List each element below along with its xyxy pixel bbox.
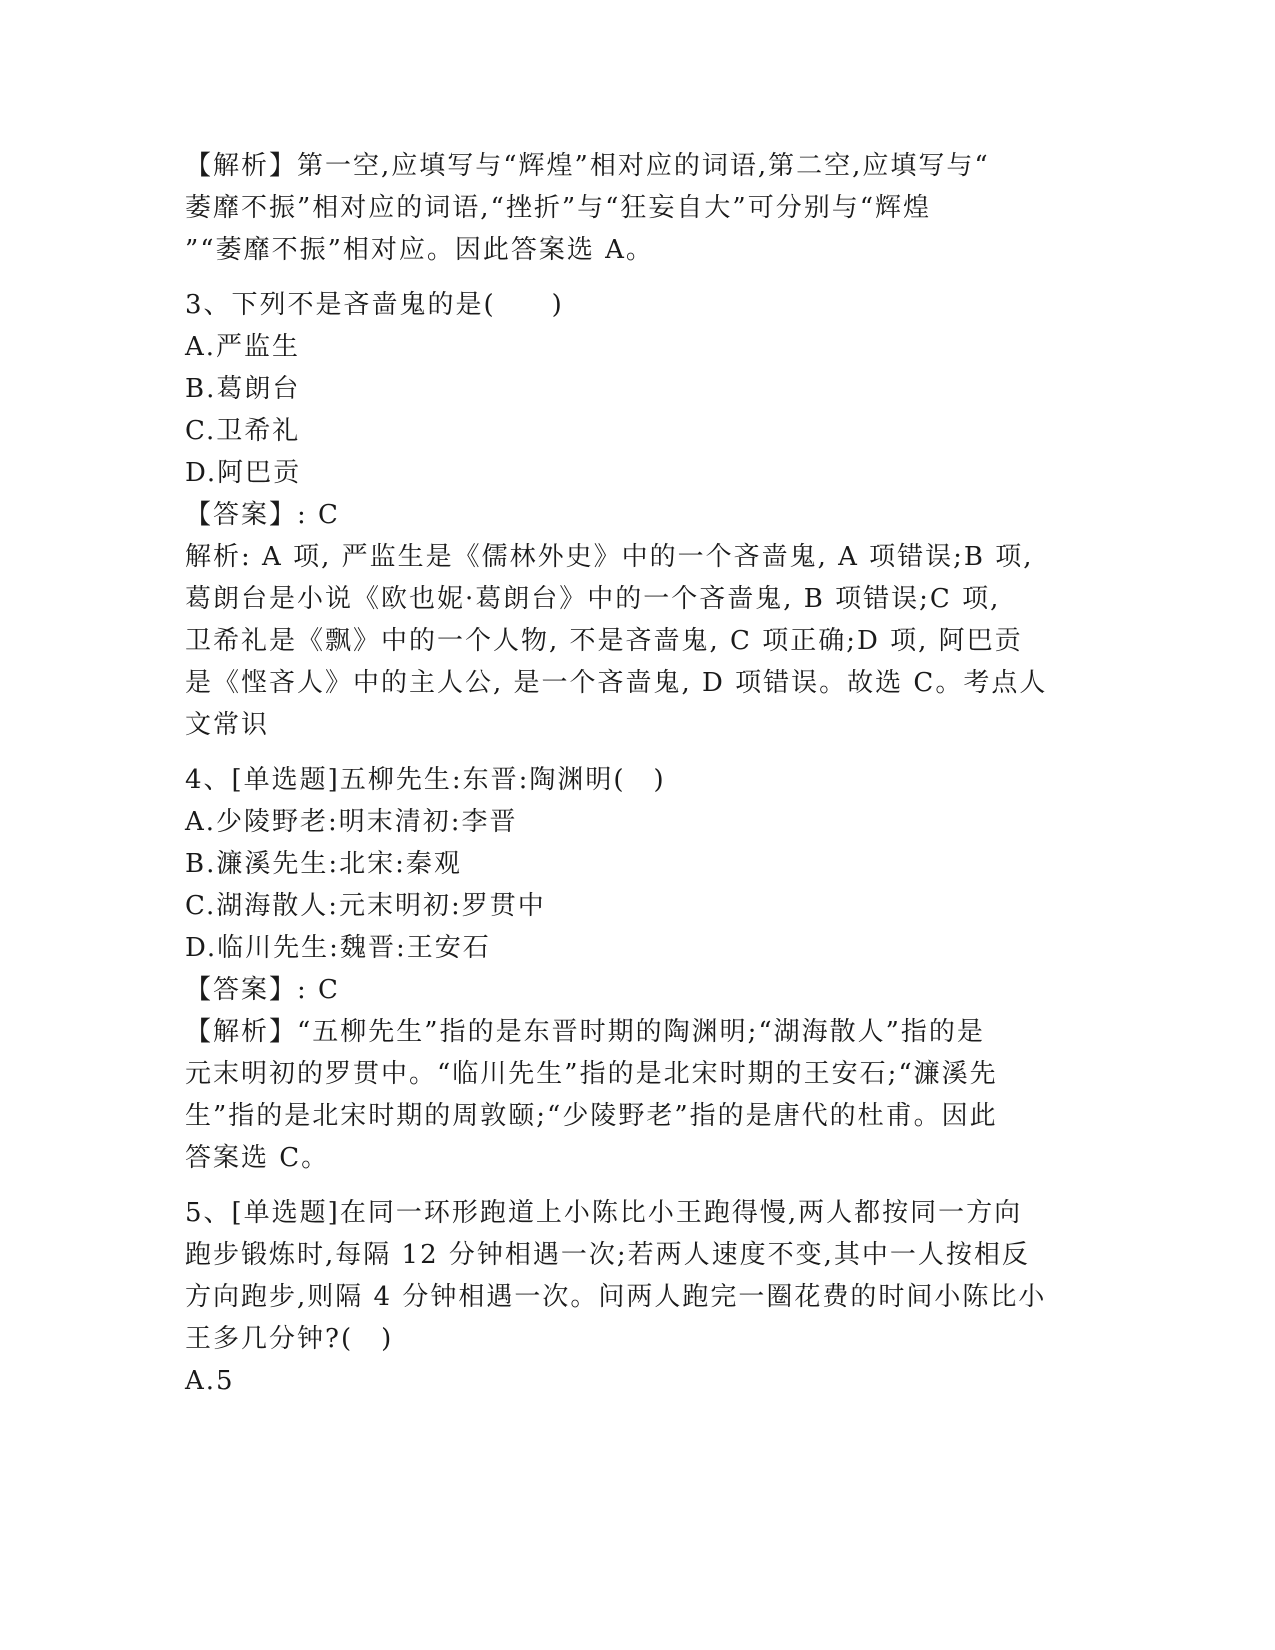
analysis-line: 【解析】“五柳先生”指的是东晋时期的陶渊明;“湖海散人”指的是 — [185, 1017, 985, 1047]
answer-line: 【答案】: C — [185, 500, 340, 530]
analysis-line: 葛朗台是小说《欧也妮·葛朗台》中的一个吝啬鬼, B 项错误;C 项, — [185, 584, 1001, 614]
question-3 — [185, 284, 1080, 746]
option-d: D.阿巴贡 — [185, 458, 302, 488]
question-stem: 5、[单选题]在同一环形跑道上小陈比小王跑得慢,两人都按同一方向 — [185, 1198, 1023, 1228]
analysis-line: 元末明初的罗贯中。“临川先生”指的是北宋时期的王安石;“濂溪先 — [185, 1059, 998, 1089]
option-c: C.卫希礼 — [185, 416, 301, 446]
option-a: A.严监生 — [185, 332, 301, 362]
question-stem: 方向跑步,则隔 4 分钟相遇一次。问两人跑完一圈花费的时间小陈比小 — [185, 1282, 1047, 1312]
question-5 — [185, 1192, 1080, 1402]
analysis-line: 卫希礼是《飘》中的一个人物, 不是吝啬鬼, C 项正确;D 项, 阿巴贡 — [185, 626, 1023, 656]
option-d: D.临川先生:魏晋:王安石 — [185, 933, 491, 963]
paragraph-gap — [185, 1179, 1080, 1192]
question-stem: 王多几分钟?( ) — [185, 1324, 394, 1354]
question-4 — [185, 759, 1080, 1179]
paragraph-gap — [185, 271, 1080, 284]
paragraph-gap — [185, 746, 1080, 759]
question-stem: 3、下列不是吝啬鬼的是( ) — [185, 290, 564, 320]
option-b: B.葛朗台 — [185, 374, 301, 404]
option-c: C.湖海散人:元末明初:罗贯中 — [185, 891, 546, 921]
question-stem: 跑步锻炼时,每隔 12 分钟相遇一次;若两人速度不变,其中一人按相反 — [185, 1240, 1030, 1270]
option-b: B.濂溪先生:北宋:秦观 — [185, 849, 462, 879]
analysis-line: ”“萎靡不振”相对应。因此答案选 A。 — [185, 235, 654, 265]
analysis-line: 是《悭吝人》中的主人公, 是一个吝啬鬼, D 项错误。故选 C。考点人 — [185, 668, 1048, 698]
option-a: A.5 — [185, 1366, 235, 1396]
analysis-line: 萎靡不振”相对应的词语,“挫折”与“狂妄自大”可分别与“辉煌 — [185, 193, 932, 223]
analysis-line: 答案选 C。 — [185, 1143, 330, 1173]
option-a: A.少陵野老:明末清初:李晋 — [185, 807, 518, 837]
analysis-line: 【解析】第一空,应填写与“辉煌”相对应的词语,第二空,应填写与“ — [185, 151, 990, 181]
question-stem: 4、[单选题]五柳先生:东晋:陶渊明( ) — [185, 765, 666, 795]
analysis-line: 文常识 — [185, 710, 270, 740]
document-page — [185, 145, 1080, 1402]
answer-line: 【答案】: C — [185, 975, 340, 1005]
analysis-block-q2 — [185, 145, 1080, 271]
analysis-line: 生”指的是北宋时期的周敦颐;“少陵野老”指的是唐代的杜甫。因此 — [185, 1101, 998, 1131]
analysis-line: 解析: A 项, 严监生是《儒林外史》中的一个吝啬鬼, A 项错误;B 项, — [185, 542, 1034, 572]
